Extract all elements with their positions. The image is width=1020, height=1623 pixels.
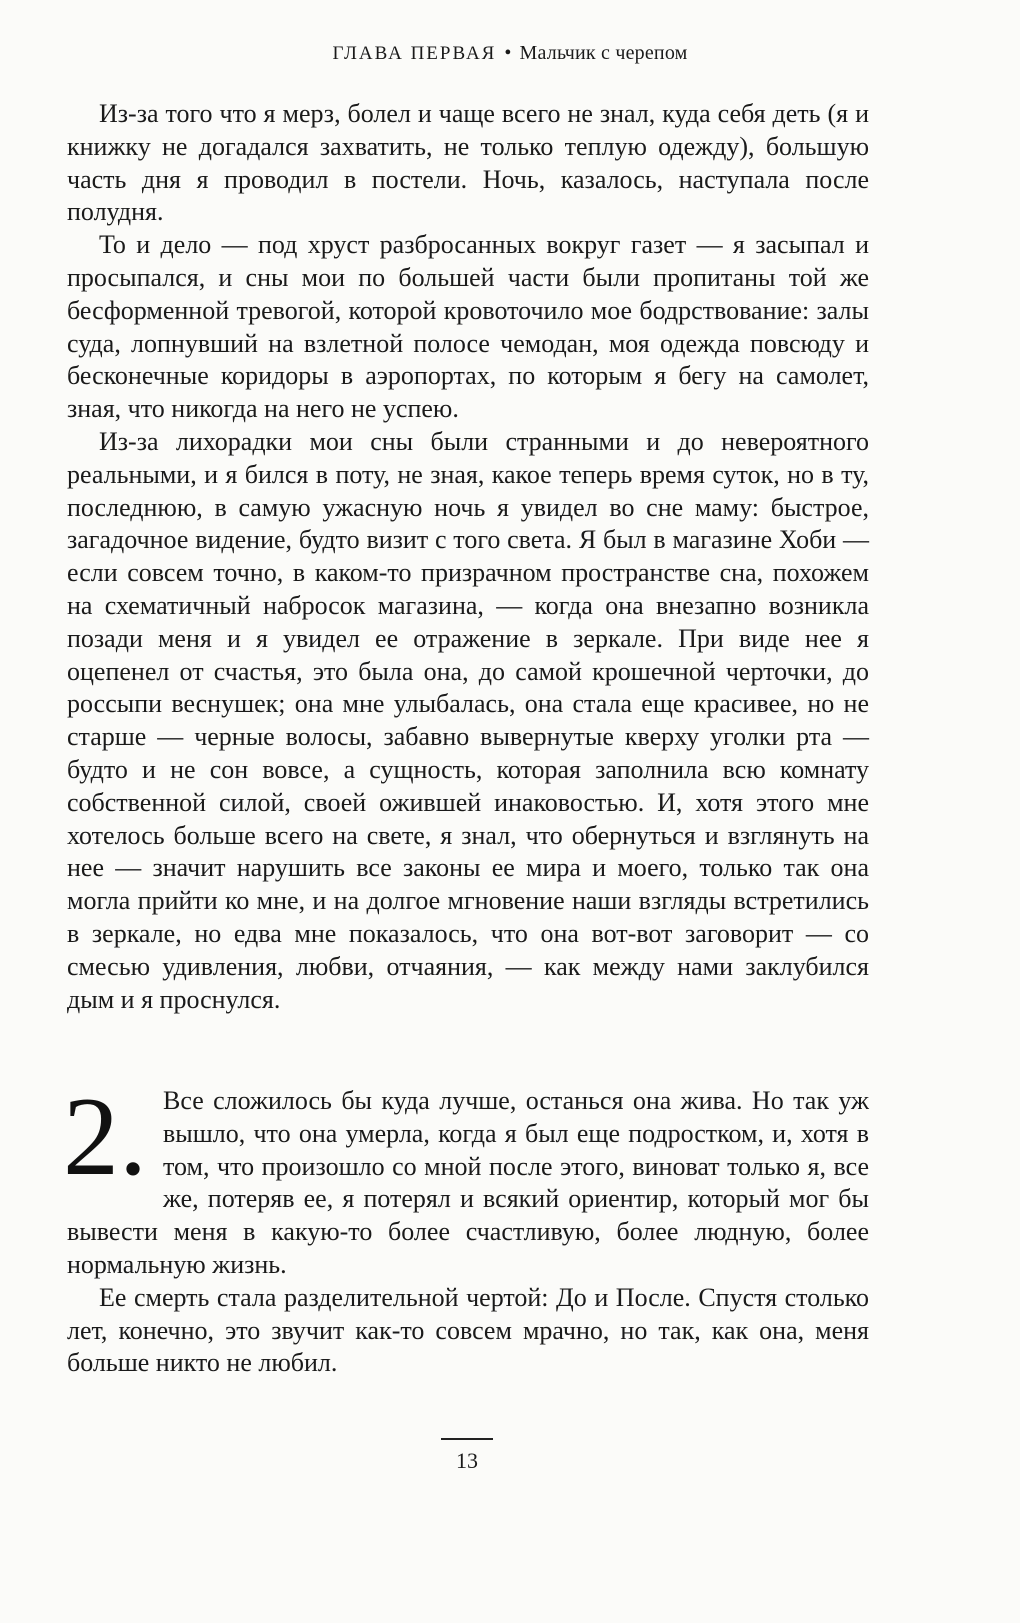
running-head	[0, 42, 1020, 65]
page-number: 13	[456, 1448, 478, 1473]
paragraph: То и дело — под хруст разбросанных вокруг газет — я засыпал и просыпался, и сны мои по большей части были пропитаны той же бесформенной тревогой, которой кровоточило мое бодрствование: залы суда, лопнувший на взлетной полосе чемодан, моя одежда повсюду и бесконечные коридоры в аэропортах, по которым я бегу на самолет, зная, что никогда на него не успею.	[67, 230, 869, 424]
footer-rule	[441, 1438, 493, 1440]
section-number: 2.	[63, 1075, 147, 1199]
section-one-text	[67, 98, 869, 1016]
chapter-label: ГЛАВА ПЕРВАЯ	[332, 43, 497, 64]
section-two	[63, 1075, 869, 1380]
chapter-title: Мальчик с черепом	[519, 42, 688, 64]
separator-bullet: •	[504, 42, 512, 64]
paragraph: Все сложилось бы куда лучше, останься она жива. Но так уж вышло, что она умерла, когда я был еще подростком, и, хотя в том, что произошло со мной после этого, виноват только я, все же, потеряв ее, я потерял и всякий ориентир, который мог бы вывести меня в какую-то более счастливую, более людную, более нормальную жизнь.	[67, 1086, 869, 1279]
paragraph: Из-за того что я мерз, болел и чаще всего не знал, куда себя деть (я и книжку не догадался захватить, не только теплую одежду), большую часть дня я проводил в постели. Ночь, казалось, наступала после полудня.	[67, 99, 869, 227]
paragraph: Ее смерть стала разделительной чертой: До и После. Спустя столько лет, конечно, это звучит как-то совсем мрачно, но так, как она, меня больше никто не любил.	[67, 1282, 869, 1378]
paragraph: Из-за лихорадки мои сны были странными и до невероятного реальными, и я бился в поту, не зная, какое теперь время суток, но в ту, последнюю, в самую ужасную ночь я увидел во сне маму: быстрое, загадочное видение, будто визит с того света. Я был в магазине Хоби — если совсем точно, в каком-то призрачном пространстве сна, похожем на схематичный набросок магазина, — когда она внезапно возникла позади меня и я увидел ее отражение в зеркале. При виде нее я оцепенел от счастья, это была она, до самой крошечной черточки, до россыпи веснушек; она мне улыбалась, она стала еще красивее, но не старше — черные волосы, забавно вывернутые кверху уголки рта — будто и не сон вовсе, а сущность, которая заполнила всю комнату собственной силой, своей ожившей инаковостью. И, хотя этого мне хотелось больше всего на свете, я знал, что обернуться и взглянуть на нее — значит нарушить все законы ее мира и моего, только так она могла прийти ко мне, и на долгое мгновение наши взгляды встретились в зеркале, но едва мне показалось, что она вот-вот заговорит — со смесью удивления, любви, отчаяния, — как между нами заклубился дым и я проснулся.	[67, 426, 869, 1014]
